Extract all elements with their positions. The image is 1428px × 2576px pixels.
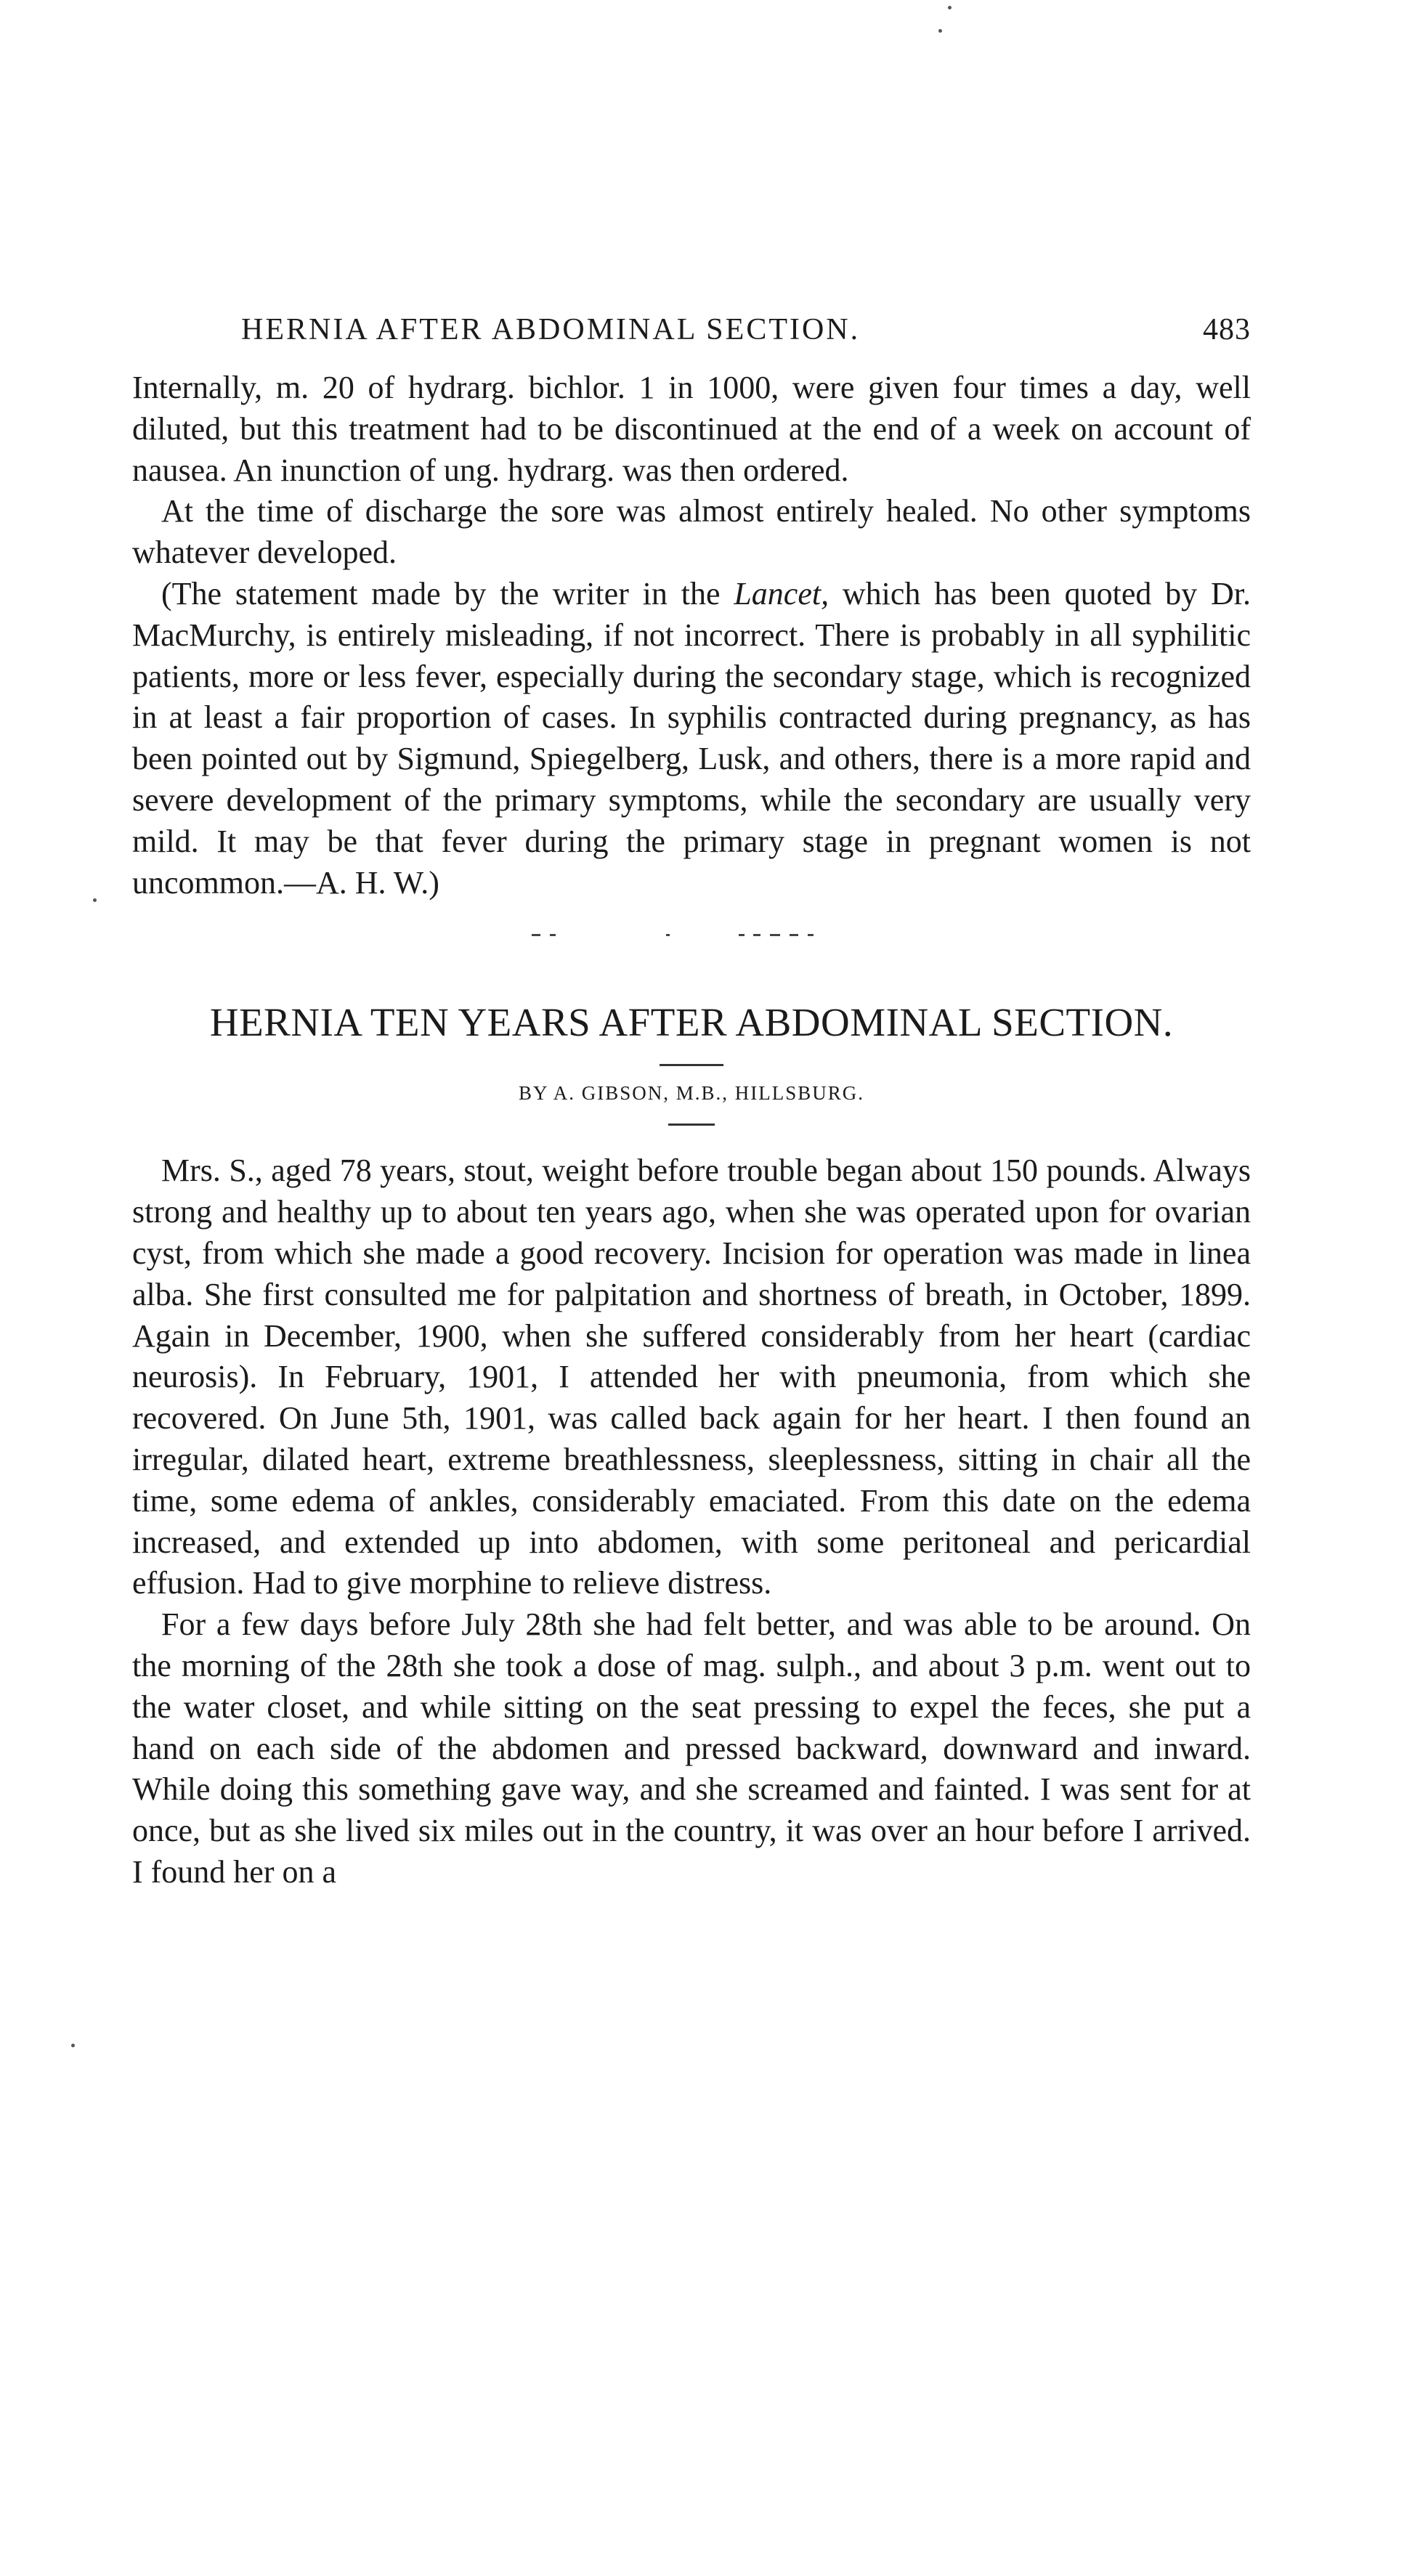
continued-text [132,367,1251,903]
paragraph: At the time of discharge the sore was almost entirely healed. No other symptoms whatever developed. [132,493,1251,571]
page [132,312,1251,1893]
article-title: HERNIA TEN YEARS AFTER ABDOMINAL SECTION. [209,1000,1174,1045]
paragraph [132,574,1251,903]
section-divider [132,924,1251,953]
byline: BY A. GIBSON, M.B., HILLSBURG. [518,1082,865,1105]
journal-name: Lancet, [734,575,829,612]
print-speck [948,6,952,9]
title-rule [660,1064,723,1066]
paragraph: For a few days before July 28th she had felt better, and was able to be around. On the morning of the 28th she took a dose of mag. sulph., and about 3 p.m. went out to the water closet, and while sitting on the seat pressing to expel the feces, she put a hand on each side of the abdomen and pressed backward, downward and inward. While doing this something gave way, and she screamed and fainted. I was sent for at once, but as she lived six miles out in the country, it was over an hour before I arrived. I found her on a [132,1606,1251,1890]
margin-dot [71,2044,75,2047]
running-head [132,312,1251,356]
paragraph-text: which has been quoted by Dr. MacMurchy, is entirely misleading, if not incorrect. There is probably in all syphilitic patients, more or less fever, especially during the secondary stage, which is recognized in at least a fair proportion of cases. In syphilis contracted during pregnancy, as has been pointed out by Sigmund, Spiegelberg, Lusk, and others, there is a more rapid and severe development of the primary symptoms, while the secondary are usually very mild. It may be that fever during the primary stage in pregnant women is not uncommon.—A. H. W.) [132,575,1251,901]
paragraph: Internally, m. 20 of hydrarg. bichlor. 1 in 1000, were given four times a day, well diluted, but this treatment had to be discontinued at the end of a week on account of nausea. An inunction of ung. hydrarg. was then ordered. [132,370,1251,488]
paragraph-text: (The statement made by the writer in the [161,575,734,612]
margin-dot [93,898,97,902]
byline-rule [668,1124,715,1126]
print-speck [938,29,942,33]
article-body [132,1150,1251,1893]
paragraph: Mrs. S., aged 78 years, stout, weight before trouble began about 150 pounds. Always strong and healthy up to about ten years ago, when she was operated upon for ovarian cyst, from which she made a good recovery. Incision for operation was made in linea alba. She first consulted me for palpitation and shortness of breath, in October, 1899. Again in December, 1900, when she suffered considerably from her heart (cardiac neurosis). In February, 1901, I attended her with pneumonia, from which she recovered. On June 5th, 1901, was called back again for her heart. I then found an irregular, dilated heart, extreme breathlessness, sleeplessness, sitting in chair all the time, some edema of ankles, considerably emaciated. From this date on the edema increased, and extended up into abdomen, with some peritoneal and pericardial effusion. Had to give morphine to relieve distress. [132,1153,1251,1601]
running-title: HERNIA AFTER ABDOMINAL SECTION. [241,313,861,346]
page-number: 483 [1203,313,1251,346]
